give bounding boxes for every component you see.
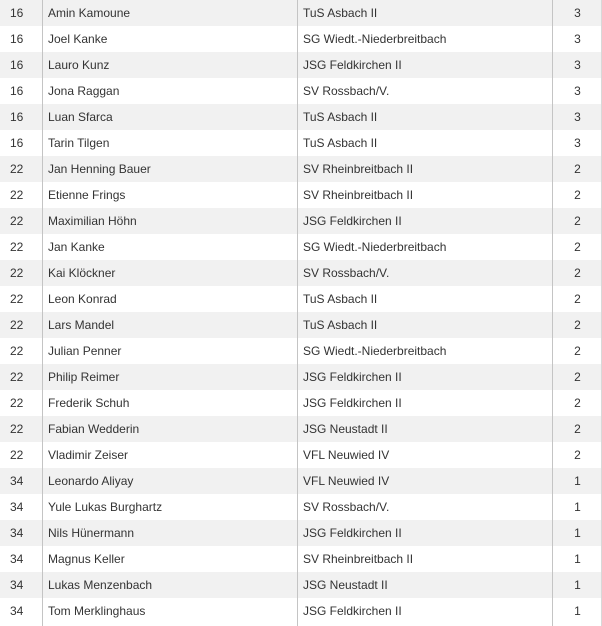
table-row — [0, 234, 602, 260]
club-cell: TuS Asbach II — [303, 318, 378, 332]
goals-cell: 3 — [574, 32, 581, 46]
rank-cell: 22 — [10, 292, 24, 306]
table-row — [0, 208, 602, 234]
player-name-cell: Jan Kanke — [48, 240, 105, 254]
rank-cell: 16 — [10, 58, 24, 72]
table-row — [0, 416, 602, 442]
player-name-cell: Amin Kamoune — [48, 6, 131, 20]
rank-cell: 22 — [10, 318, 24, 332]
goals-cell: 3 — [574, 136, 581, 150]
rank-cell: 22 — [10, 422, 24, 436]
club-cell: TuS Asbach II — [303, 136, 378, 150]
club-cell: SG Wiedt.-Niederbreitbach — [303, 32, 447, 46]
player-name-cell: Vladimir Zeiser — [48, 448, 129, 462]
rank-cell: 16 — [10, 32, 24, 46]
rank-cell: 16 — [10, 6, 24, 20]
club-cell: SG Wiedt.-Niederbreitbach — [303, 344, 447, 358]
table-row — [0, 156, 602, 182]
table-row — [0, 390, 602, 416]
player-name-cell: Luan Sfarca — [48, 110, 113, 124]
table-row — [0, 442, 602, 468]
club-cell: TuS Asbach II — [303, 6, 378, 20]
table-row — [0, 598, 602, 624]
club-cell: JSG Neustadt II — [303, 422, 388, 436]
goals-cell: 1 — [574, 500, 581, 514]
club-cell: JSG Feldkirchen II — [303, 58, 402, 72]
goals-cell: 2 — [574, 292, 581, 306]
goals-cell: 2 — [574, 266, 581, 280]
rank-cell: 22 — [10, 396, 24, 410]
player-name-cell: Joel Kanke — [48, 32, 108, 46]
table-row — [0, 78, 602, 104]
club-cell: JSG Feldkirchen II — [303, 214, 402, 228]
table-row — [0, 494, 602, 520]
club-cell: SV Rossbach/V. — [303, 266, 390, 280]
goals-cell: 2 — [574, 214, 581, 228]
goals-cell: 1 — [574, 578, 581, 592]
goals-cell: 2 — [574, 318, 581, 332]
table-row — [0, 520, 602, 546]
table-row — [0, 182, 602, 208]
goals-cell: 2 — [574, 396, 581, 410]
player-name-cell: Magnus Keller — [48, 552, 125, 566]
club-cell: VFL Neuwied IV — [303, 474, 390, 488]
goals-cell: 3 — [574, 110, 581, 124]
rank-cell: 34 — [10, 604, 24, 618]
player-name-cell: Tarin Tilgen — [48, 136, 110, 150]
table-row — [0, 312, 602, 338]
rank-cell: 16 — [10, 110, 24, 124]
player-name-cell: Lars Mandel — [48, 318, 115, 332]
player-name-cell: Julian Penner — [48, 344, 122, 358]
rank-cell: 22 — [10, 214, 24, 228]
goals-cell: 3 — [574, 6, 581, 20]
goals-cell: 1 — [574, 604, 581, 618]
column-divider — [297, 0, 298, 626]
club-cell: JSG Feldkirchen II — [303, 526, 402, 540]
player-name-cell: Fabian Wedderin — [48, 422, 140, 436]
goals-cell: 1 — [574, 552, 581, 566]
table-row — [0, 338, 602, 364]
player-name-cell: Lauro Kunz — [48, 58, 110, 72]
club-cell: JSG Feldkirchen II — [303, 370, 402, 384]
player-name-cell: Tom Merklinghaus — [48, 604, 146, 618]
goals-cell: 2 — [574, 162, 581, 176]
rank-cell: 22 — [10, 240, 24, 254]
player-name-cell: Nils Hünermann — [48, 526, 135, 540]
rank-cell: 34 — [10, 474, 24, 488]
club-cell: JSG Feldkirchen II — [303, 604, 402, 618]
rank-cell: 34 — [10, 552, 24, 566]
player-name-cell: Jan Henning Bauer — [48, 162, 151, 176]
club-cell: SV Rossbach/V. — [303, 84, 390, 98]
player-name-cell: Lukas Menzenbach — [48, 578, 153, 592]
club-cell: TuS Asbach II — [303, 292, 378, 306]
rank-cell: 16 — [10, 136, 24, 150]
player-name-cell: Leonardo Aliyay — [48, 474, 134, 488]
column-divider — [552, 0, 553, 626]
player-name-cell: Jona Raggan — [48, 84, 120, 98]
club-cell: VFL Neuwied IV — [303, 448, 390, 462]
goals-cell: 3 — [574, 84, 581, 98]
goals-cell: 1 — [574, 526, 581, 540]
goals-cell: 2 — [574, 370, 581, 384]
table-row — [0, 286, 602, 312]
player-name-cell: Frederik Schuh — [48, 396, 130, 410]
player-name-cell: Yule Lukas Burghartz — [48, 500, 163, 514]
table-row — [0, 260, 602, 286]
rank-cell: 22 — [10, 162, 24, 176]
rank-cell: 22 — [10, 370, 24, 384]
club-cell: SG Wiedt.-Niederbreitbach — [303, 240, 447, 254]
player-name-cell: Maximilian Höhn — [48, 214, 137, 228]
club-cell: JSG Neustadt II — [303, 578, 388, 592]
rank-cell: 22 — [10, 448, 24, 462]
table-row — [0, 364, 602, 390]
player-name-cell: Kai Klöckner — [48, 266, 116, 280]
goals-cell: 2 — [574, 240, 581, 254]
goals-cell: 1 — [574, 474, 581, 488]
player-name-cell: Philip Reimer — [48, 370, 120, 384]
goals-cell: 2 — [574, 188, 581, 202]
table-row — [0, 468, 602, 494]
club-cell: SV Rheinbreitbach II — [303, 188, 414, 202]
table-row — [0, 546, 602, 572]
player-name-cell: Etienne Frings — [48, 188, 126, 202]
table-row — [0, 26, 602, 52]
goals-cell: 2 — [574, 422, 581, 436]
player-name-cell: Leon Konrad — [48, 292, 117, 306]
table-row — [0, 52, 602, 78]
table-row — [0, 572, 602, 598]
table-row — [0, 104, 602, 130]
club-cell: SV Rheinbreitbach II — [303, 552, 414, 566]
goals-cell: 2 — [574, 344, 581, 358]
rank-cell: 22 — [10, 344, 24, 358]
rank-cell: 34 — [10, 578, 24, 592]
column-divider — [42, 0, 43, 626]
table-row — [0, 130, 602, 156]
club-cell: TuS Asbach II — [303, 110, 378, 124]
club-cell: SV Rossbach/V. — [303, 500, 390, 514]
club-cell: JSG Feldkirchen II — [303, 396, 402, 410]
table-row — [0, 0, 602, 26]
club-cell: SV Rheinbreitbach II — [303, 162, 414, 176]
rank-cell: 22 — [10, 188, 24, 202]
rank-cell: 22 — [10, 266, 24, 280]
rank-cell: 34 — [10, 526, 24, 540]
rank-cell: 34 — [10, 500, 24, 514]
goals-cell: 2 — [574, 448, 581, 462]
rank-cell: 16 — [10, 84, 24, 98]
goals-cell: 3 — [574, 58, 581, 72]
